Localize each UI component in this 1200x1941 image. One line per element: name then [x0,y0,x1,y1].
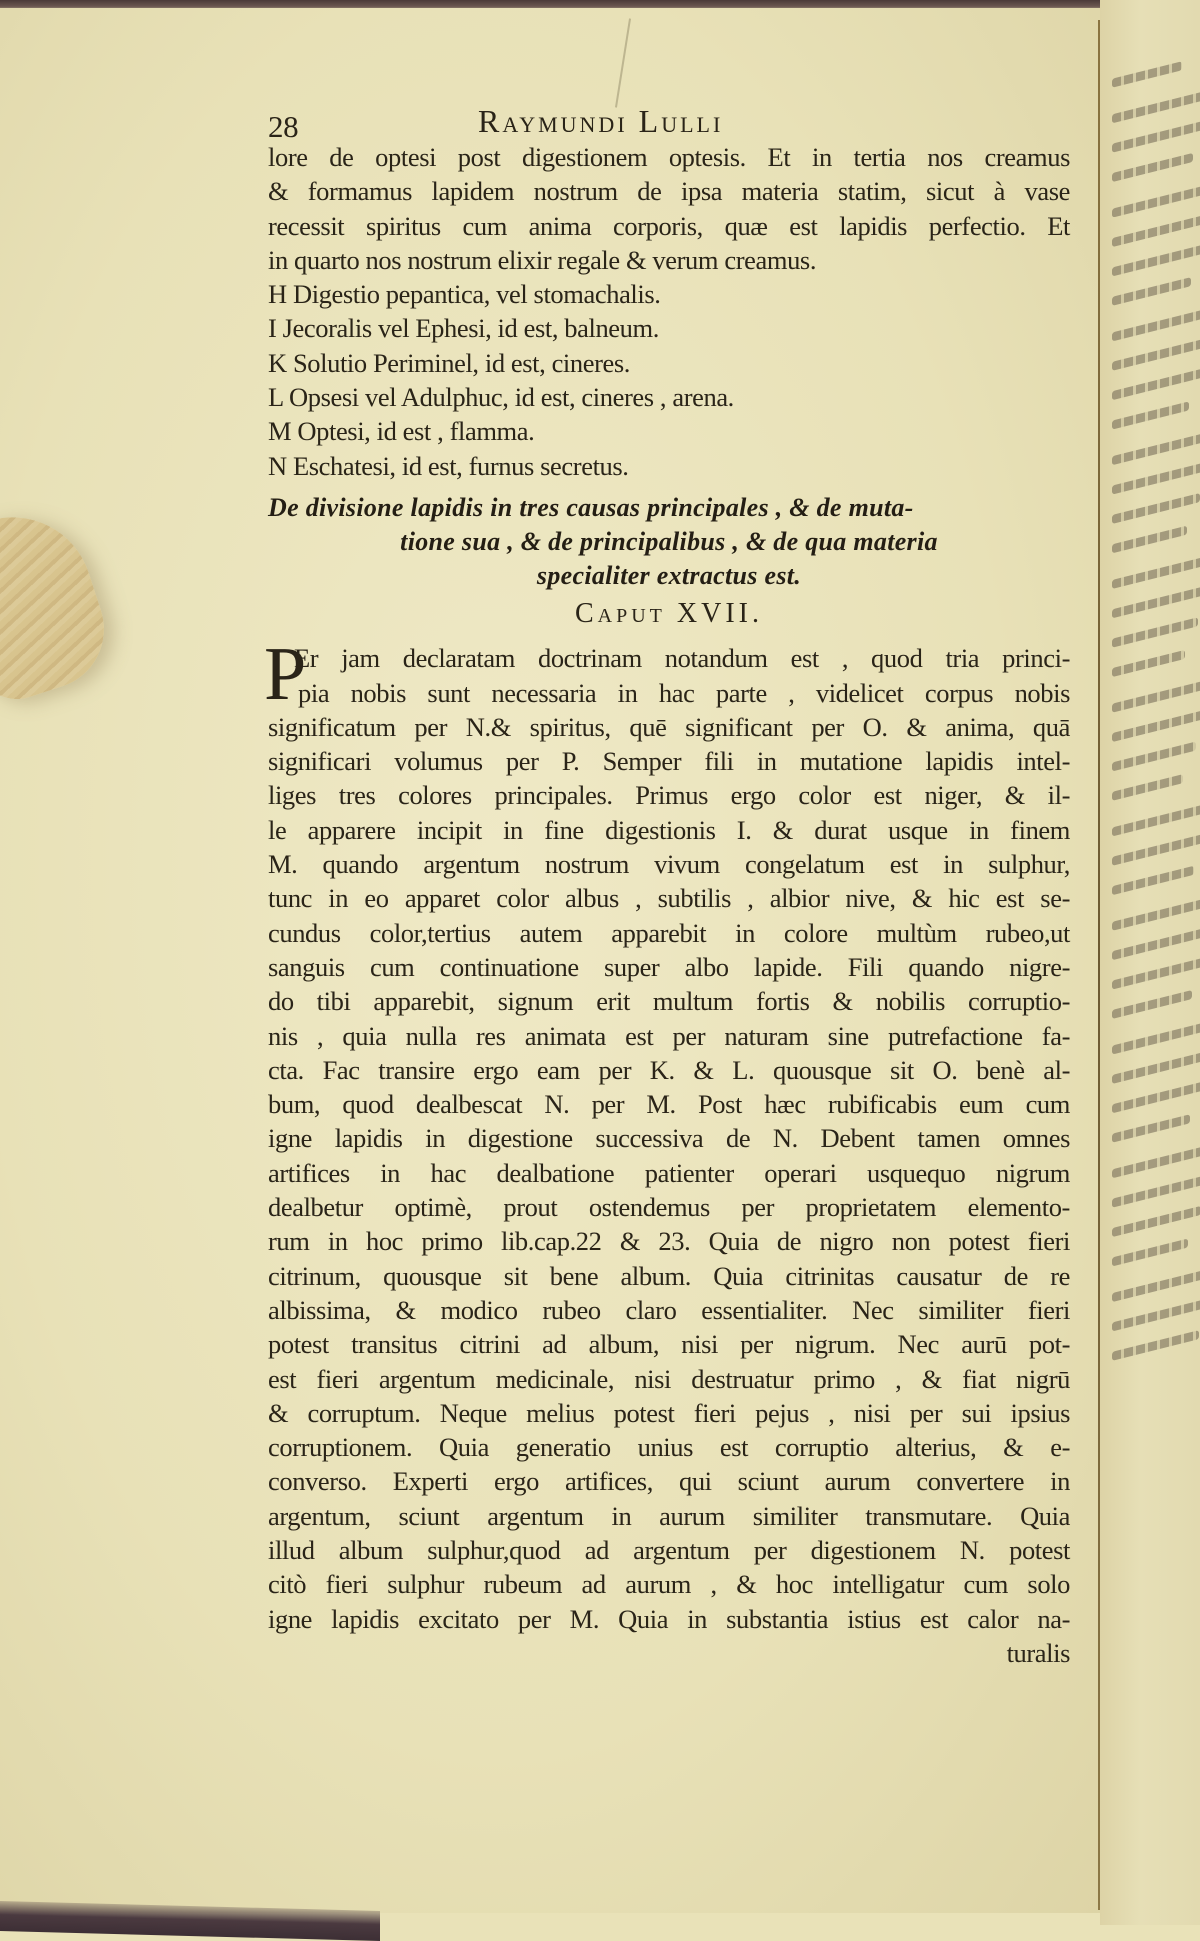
adjacent-page-text-line [1112,709,1200,742]
adjacent-page-text-line [1112,1239,1188,1267]
text-line: tunc in eo apparet color albus , subtilis , albior nive, & hic est se- [268,883,1070,914]
text-line: converso. Experti ergo artifices, qui sciunt aurum convertere in [268,1466,1070,1497]
text-line: corruptionem. Quia generatio unius est corruptio alterius, & e- [268,1432,1070,1463]
text-line: liges tres colores principales. Primus ergo color est niger, & il- [268,780,1070,811]
adjacent-page-text-line [1112,179,1200,217]
adjacent-page-text-line [1112,61,1182,87]
adjacent-page-text-line [1112,925,1200,960]
text-line: bum, quod dealbescat N. per M. Post hæc rubificabis eum cum [268,1089,1070,1120]
text-line: & corruptum. Neque melius potest fieri pejus , nisi per sui ipsius [268,1397,1070,1428]
text-line: potest transitus citrini ad album, nisi per nigrum. Nec aurū pot- [268,1329,1070,1360]
chapter-heading-line: specialiter extractus est. [536,560,802,590]
adjacent-page-text-line [1112,460,1200,494]
adjacent-page-text-line [1112,1049,1200,1084]
adjacent-page-text-line [1112,774,1183,801]
adjacent-page-text-line [1112,1330,1199,1361]
adjacent-page-text-line [1112,1173,1200,1207]
adjacent-page-text-line [1112,892,1200,931]
adjacent-page-text-line [1112,990,1192,1019]
chapter-body [264,632,1070,1636]
text-line: nis , quia nulla res animata est per naturam sine putrefactione fa- [268,1020,1070,1051]
adjacent-page-text [1112,70,1200,1372]
adjacent-page-text-line [1112,493,1200,524]
drop-cap: P [264,632,306,717]
text-line: est fieri argentum medicinale, nisi destruatur primo , & fiat nigrū [268,1363,1070,1394]
text-line: cta. Fac transire ergo eam per K. & L. quousque sit O. benè al- [268,1054,1070,1085]
adjacent-page-text-line [1112,245,1200,277]
text-line: Er jam declaratam doctrinam notandum est , quod tria princi- [294,643,1070,674]
text-line: argentum, sciunt argentum in aurum similiter transmutare. Quia [268,1500,1070,1531]
adjacent-page-text-line [1112,957,1200,989]
adjacent-page-text-line [1112,552,1200,589]
legend-item: M Optesi, id est , flamma. [268,416,535,447]
adjacent-page-text-line [1112,1082,1200,1114]
chapter-heading-line: De divisione lapidis in tres causas principales , & de muta- [268,492,914,522]
thumb-holding-page [0,497,120,710]
running-title: Raymundi Lulli [478,103,724,139]
text-line: le apparere incipit in fine digestionis I. & durat usque in finem [268,814,1070,845]
text-line: igne lapidis in digestione successiva de N. Debent tamen omnes [268,1123,1070,1154]
adjacent-page-text-line [1112,369,1200,400]
text-line: significatum per N.& spiritus, quē significant per O. & anima, quā [268,711,1070,742]
text-line: recessit spiritus cum anima corporis, quæ est lapidis perfectio. Et [268,210,1070,241]
adjacent-page-text-line [1112,1265,1200,1302]
adjacent-page-text-line [1112,336,1200,371]
text-line: lore de optesi post digestionem optesis. Et in tertia nos creamus [268,142,1070,172]
legend-item: H Digestio pepantica, vel stomachalis. [268,279,661,310]
legend-item: K Solutio Periminel, id est, cineres. [268,347,631,378]
book-page [0,8,1105,1913]
adjacent-page-edge [1100,0,1200,1925]
page-number: 28 [268,109,299,144]
adjacent-page-text-line [1112,1298,1200,1332]
text-line: M. quando argentum nostrum vivum congelatum est in sulphur, [268,849,1070,880]
adjacent-page-text-line [1112,676,1200,712]
text-line: & formamus lapidem nostrum de ipsa materia statim, sicut à vase [268,176,1070,207]
adjacent-page-text-line [1112,120,1200,152]
chapter-heading [268,491,1070,593]
chapter-title: Caput XVII. [575,597,763,629]
adjacent-page-text-line [1112,866,1194,895]
adjacent-page-text-line [1112,304,1200,342]
book-bottom-edge-shadow [0,1901,380,1941]
running-head [268,103,1070,144]
adjacent-page-text-line [1112,88,1200,124]
legend-item: N Eschatesi, id est, furnus secretus. [268,450,629,481]
page-text-block [264,103,1070,1670]
text-line: significari volumus per P. Semper fili in mutatione lapidis intel- [268,746,1070,777]
adjacent-page-text-line [1112,401,1189,429]
text-line: citò fieri sulphur rubeum ad aurum , & hoc intelligatur cum solo [268,1569,1070,1600]
continued-paragraph [268,140,1070,277]
text-line: in quarto nos nostrum elixir regale & verum creamus. [268,244,817,275]
adjacent-page-text-line [1112,212,1200,247]
adjacent-page-text-line [1112,428,1200,465]
adjacent-page-text-line [1112,742,1196,772]
text-line: dealbetur optimè, prout ostendemus per proprietatem elemento- [268,1192,1070,1223]
text-line: cundus color,tertius autem apparebit in colore multùm rubeo,ut [268,917,1070,948]
adjacent-page-text-line [1112,1141,1200,1179]
text-line: igne lapidis excitato per M. Quia in substantia istius est calor na- [268,1603,1070,1634]
text-line: sanguis cum continuatione super albo lapide. Fili quando nigre- [268,951,1070,982]
text-line: artifices in hac dealbatione patienter operari usquequo nigrum [268,1157,1070,1188]
adjacent-page-text-line [1112,801,1200,837]
catchword: turalis [1006,1637,1070,1668]
adjacent-page-text-line [1112,833,1200,866]
text-line: do tibi apparebit, signum erit multum fortis & nobilis corruptio- [268,986,1070,1017]
text-line: illud album sulphur,quod ad argentum per digestionem N. potest [268,1534,1070,1565]
text-line: pia nobis sunt necessaria in hac parte , videlicet corpus nobis [298,677,1070,708]
legend-list [268,277,1070,483]
adjacent-page-text-line [1112,1016,1200,1054]
adjacent-page-text-line [1112,650,1185,677]
paper-crease [615,18,631,107]
adjacent-page-text-line [1112,617,1198,647]
adjacent-page-text-line [1112,1114,1190,1142]
adjacent-page-text-line [1112,526,1187,554]
legend-item: L Opsesi vel Adulphuc, id est, cineres , arena. [268,382,734,413]
text-line: citrinum, quousque sit bene album. Quia citrinitas causatur de re [268,1260,1070,1291]
text-line: albissima, & modico rubeo claro essentialiter. Nec similiter fieri [268,1294,1070,1325]
adjacent-page-text-line [1112,585,1200,619]
legend-item: I Jecoralis vel Ephesi, id est, balneum. [268,313,659,344]
adjacent-page-text-line [1112,277,1191,306]
adjacent-page-text-line [1112,153,1193,182]
adjacent-page-text-line [1112,1206,1200,1237]
text-line: rum in hoc primo lib.cap.22 & 23. Quia de nigro non potest fieri [268,1226,1070,1257]
chapter-heading-line: tione sua , & de principalibus , & de qua materia [400,526,938,556]
